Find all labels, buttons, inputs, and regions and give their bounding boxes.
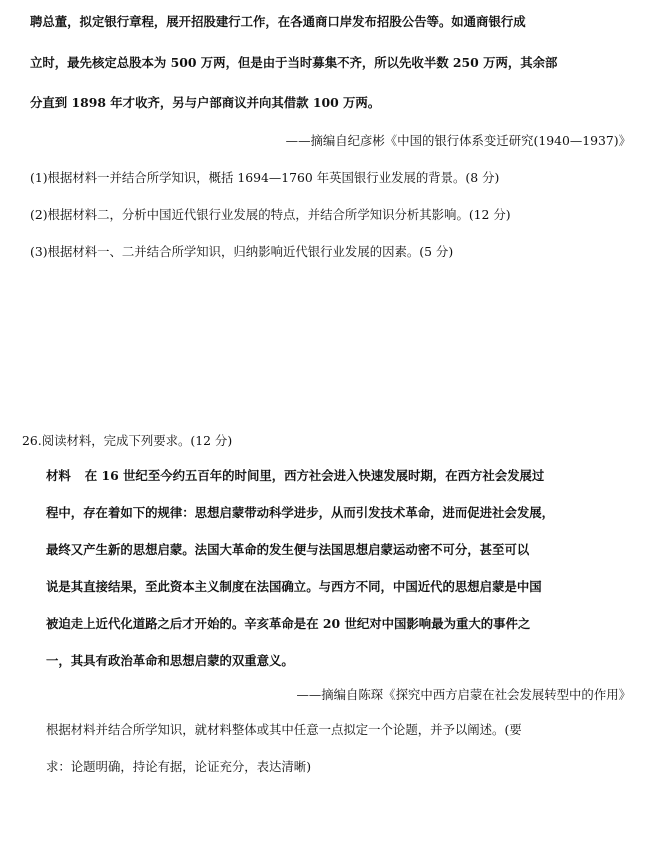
q26-material-line-6: 一，其具有政治革命和思想启蒙的双重意义。 <box>46 653 294 668</box>
material2-line-2: 立时，最先核定总股本为 500 万两，但是由于当时募集不齐，所以先收半数 250 万两，其余部 <box>30 55 558 70</box>
material2-source: ——摘编自纪彦彬《中国的银行体系变迁研究(1940—1937)》 <box>285 133 631 148</box>
q26-material-line-2: 程中，存在着如下的规律：思想启蒙带动科学进步，从而引发技术革命，进而促进社会发展， <box>46 505 555 520</box>
question-1: (1)根据材料一并结合所学知识，概括 1694—1760 年英国银行业发展的背景。(8 分) <box>30 170 500 185</box>
q26-task-line-2: 求：论题明确，持论有据，论证充分，表达清晰) <box>46 759 312 774</box>
material-text-1: 在 16 世纪至今约五百年的时间里，西方社会进入快速发展时期，在西方社会发展过 <box>84 468 545 483</box>
q26-material-line-5: 被迫走上近代化道路之后才开始的。辛亥革命是在 20 世纪对中国影响最为重大的事件之 <box>46 616 531 631</box>
q26-material-line-1 <box>46 468 544 484</box>
material2-line-3: 分直到 1898 年才收齐，另与户部商议并向其借款 100 万两。 <box>30 95 381 110</box>
q26-material-line-4: 说是其直接结果，至此资本主义制度在法国确立。与西方不同，中国近代的思想启蒙是中国 <box>46 579 542 594</box>
material2-line-1: 聘总董，拟定银行章程，展开招股建行工作，在各通商口岸发布招股公告等。如通商银行成 <box>30 14 526 29</box>
question-2: (2)根据材料二，分析中国近代银行业发展的特点，并结合所学知识分析其影响。(12 分) <box>30 207 511 222</box>
q26-source: ——摘编自陈琛《探究中西方启蒙在社会发展转型中的作用》 <box>296 687 631 702</box>
q26-material-line-3: 最终又产生新的思想启蒙。法国大革命的发生便与法国思想启蒙运动密不可分，甚至可以 <box>46 542 530 557</box>
q26-task-line-1: 根据材料并结合所学知识，就材料整体或其中任意一点拟定一个论题，并予以阐述。(要 <box>46 722 522 737</box>
question-3: (3)根据材料一、二并结合所学知识，归纳影响近代银行业发展的因素。(5 分) <box>30 244 454 259</box>
question-26-title: 26.阅读材料，完成下列要求。(12 分) <box>22 433 233 448</box>
material-label: 材料 <box>46 468 71 483</box>
